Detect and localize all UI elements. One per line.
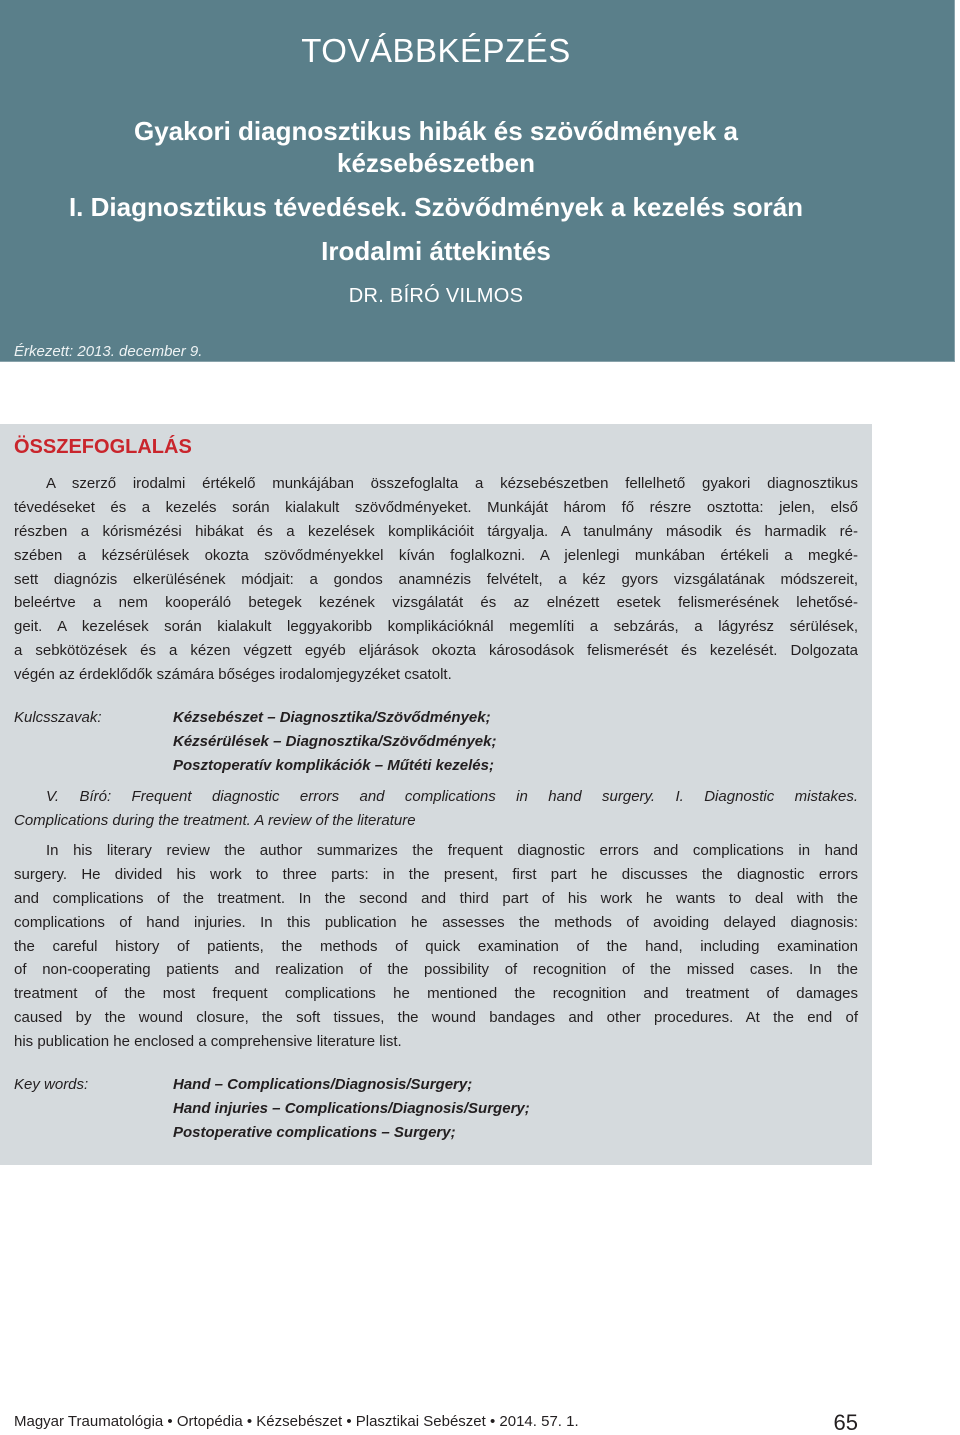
keyword-item: Posztoperatív komplikációk – Műtéti kezelés; bbox=[173, 757, 494, 774]
keyword-item: Kézsebészet – Diagnosztika/Szövődmények; bbox=[173, 709, 491, 726]
abstract-line: geit. A kezelések során kialakult leggyakoribb komplikációknál megemlíti a sebzárás, a lágyrész sérülések, bbox=[14, 618, 858, 636]
article-title-line-1: Gyakori diagnosztikus hibák és szövődmények a bbox=[134, 116, 738, 146]
page-number: 65 bbox=[833, 1410, 858, 1435]
abstract-line: and complications of the treatment. In the second and third part of his work he wants to deal with the bbox=[14, 889, 858, 907]
author-name: DR. BÍRÓ VILMOS bbox=[348, 285, 524, 307]
abstract-line: caused by the wound closure, the soft tissues, the wound bandages and other procedures. At the end of bbox=[14, 1009, 858, 1027]
hungarian-abstract bbox=[14, 472, 858, 687]
keywords-list bbox=[173, 706, 496, 778]
english-title bbox=[14, 785, 858, 832]
abstract-line: beleértve a nem kooperáló betegek kezének vizsgálatát és az elnézett esetek felismerésének lehetősé- bbox=[14, 594, 858, 612]
abstract-line: sett diagnózis elkerülésének módjait: a gondos anamnézis felvételt, a kéz gyors vizsgálatának módszereit, bbox=[14, 570, 858, 588]
received-date: Érkezett: 2013. december 9. bbox=[14, 343, 203, 360]
keywords-list bbox=[173, 1073, 530, 1145]
abstract-line: treatment of the most frequent complications he mentioned the recognition and treatment of damages bbox=[14, 985, 858, 1003]
article-subtitle: I. Diagnosztikus tévedések. Szövődmények a kezelés során bbox=[68, 192, 804, 222]
keyword-item: Hand injuries – Complications/Diagnosis/Surgery; bbox=[173, 1100, 530, 1117]
article-type: Irodalmi áttekintés bbox=[321, 236, 551, 266]
keyword-item: Kézsérülések – Diagnosztika/Szövődmények; bbox=[173, 733, 497, 750]
english-title-line: V. Bíró: Frequent diagnostic errors and complications in hand surgery. I. Diagnostic mistakes. bbox=[46, 788, 858, 805]
header-banner bbox=[0, 0, 955, 362]
abstract-line: részben a kórismézési hibákat és a kezelések komplikációit tárgyalja. A tanulmány második és harmadik ré- bbox=[14, 522, 858, 540]
abstract-line: a sebkötözések és a kézen végzett egyéb eljárások okozta károsodások felismerését és kezelését. Dolgozata bbox=[14, 642, 858, 660]
keywords-label: Key words: bbox=[14, 1076, 89, 1093]
abstract-line: his publication he enclosed a comprehensive literature list. bbox=[14, 1033, 402, 1051]
abstract-line: A szerző irodalmi értékelő munkájában összefoglalta a kézsebészetben fellelhető gyakori diagnosztikus bbox=[46, 475, 858, 492]
abstract-line: the careful history of patients, the methods of quick examination of the hand, including examination bbox=[14, 937, 858, 955]
abstract-line: surgery. He divided his work to three parts: in the present, first part he discusses the diagnostic errors bbox=[14, 865, 858, 883]
keyword-item: Postoperative complications – Surgery; bbox=[173, 1124, 456, 1141]
abstract-line: of non-cooperating patients and realization of the possibility of recognition of the missed cases. In the bbox=[14, 961, 858, 979]
abstract-heading: ÖSSZEFOGLALÁS bbox=[14, 436, 192, 458]
abstract-box bbox=[0, 424, 872, 1165]
keyword-item: Hand – Complications/Diagnosis/Surgery; bbox=[173, 1076, 473, 1093]
abstract-line: In his literary review the author summarizes the frequent diagnostic errors and complications in hand bbox=[46, 842, 858, 859]
article-title-line-2: kézsebészetben bbox=[337, 148, 535, 178]
abstract-line: végén az érdeklődők számára bőséges irodalomjegyzéket csatolt. bbox=[14, 666, 452, 684]
abstract-line: complications of hand injuries. In this publication he assesses the methods of avoiding delayed diagnosis: bbox=[14, 913, 858, 931]
keywords-label: Kulcsszavak: bbox=[14, 709, 102, 726]
english-title-line: Complications during the treatment. A review of the literature bbox=[14, 811, 416, 829]
journal-citation: Magyar Traumatológia • Ortopédia • Kézsebészet • Plasztikai Sebészet • 2014. 57. 1. bbox=[14, 1413, 579, 1430]
english-abstract bbox=[14, 839, 858, 1054]
section-label: TOVÁBBKÉPZÉS bbox=[301, 32, 571, 69]
abstract-line: szében a kézsérülések okozta szövődményekkel kíván foglalkozni. A jelenlegi munkában értékeli a megké- bbox=[14, 546, 858, 564]
abstract-line: tévedéseket és a kezelés során kialakult szövődményeket. Munkáját három fő részre osztotta: jelen, első bbox=[14, 498, 858, 516]
